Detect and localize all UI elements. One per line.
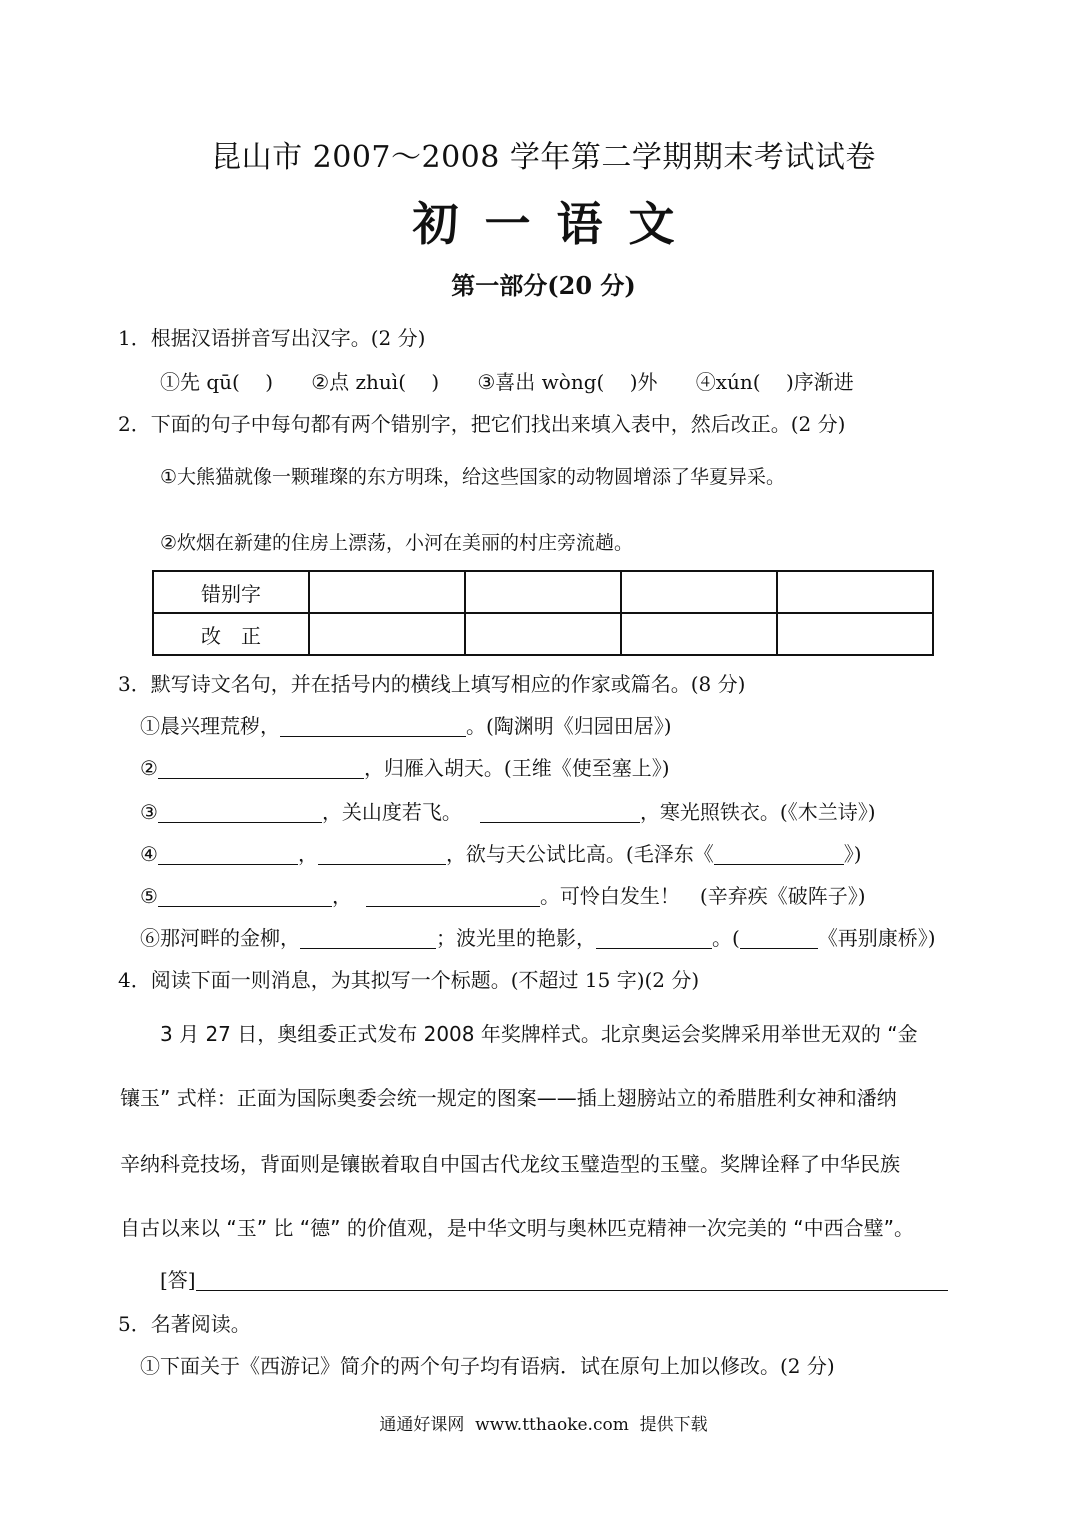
answer-cell[interactable] — [309, 613, 465, 655]
fill-blank[interactable] — [300, 928, 436, 949]
text: 。(陶渊明《归园田居》) — [466, 714, 672, 738]
fill-blank[interactable] — [158, 844, 298, 865]
news-paragraph-line: 自古以来以 “玉” 比 “德” 的价值观，是中华文明与奥林匹克精神一次完美的 “中西合璧”。 — [120, 1216, 914, 1240]
text: ，欲与天公试比高。(毛泽东《 — [445, 842, 714, 866]
answer-cell[interactable] — [777, 571, 933, 613]
answer-blank[interactable] — [196, 1270, 948, 1291]
row-label-correction: 改 正 — [153, 613, 309, 655]
text: ，归雁入胡天。(王维《使至塞上》) — [363, 756, 670, 780]
row-label-wrong-char: 错别字 — [153, 571, 309, 613]
text: 》) — [843, 842, 862, 866]
q5-sub-1: ①下面关于《西游记》简介的两个句子均有语病．试在原句上加以修改。(2 分) — [140, 1354, 835, 1378]
text: ，寒光照铁衣。(《木兰诗》) — [639, 800, 876, 824]
fill-blank[interactable] — [366, 886, 540, 907]
fill-blank[interactable] — [158, 886, 332, 907]
news-paragraph-line: 3 月 27 日，奥组委正式发布 2008 年奖牌样式。北京奥运会奖牌采用举世无双的 “金 — [160, 1022, 918, 1046]
q3-line-2 — [140, 752, 670, 781]
text: ， — [297, 842, 318, 866]
text: 。( — [712, 926, 740, 950]
q3-line-1 — [140, 710, 672, 739]
news-paragraph-line: 镶玉” 式样：正面为国际奥委会统一规定的图案——插上翅膀站立的希腊胜利女神和潘纳 — [120, 1086, 897, 1110]
q1-items: ①先 qū( ) ②点 zhuì( ) ③喜出 wòng( )外 ④xún( )序渐进 — [160, 370, 854, 394]
text: ， — [331, 884, 352, 908]
fill-blank[interactable] — [714, 844, 844, 865]
text: ④ — [140, 842, 158, 866]
answer-cell[interactable] — [465, 613, 621, 655]
q2-stem: 2．下面的句子中每句都有两个错别字，把它们找出来填入表中，然后改正。(2 分) — [118, 412, 846, 436]
q3-line-5 — [140, 880, 866, 909]
q3-line-4 — [140, 838, 862, 867]
text: 。可怜白发生！ (辛弃疾《破阵子》) — [539, 884, 866, 908]
fill-blank[interactable] — [158, 802, 322, 823]
table-row — [153, 571, 933, 613]
fill-blank[interactable] — [158, 758, 364, 779]
answer-cell[interactable] — [465, 571, 621, 613]
text: 《再别康桥》) — [817, 926, 936, 950]
answer-cell[interactable] — [777, 613, 933, 655]
fill-blank[interactable] — [280, 716, 466, 737]
q3-line-3 — [140, 796, 876, 825]
news-paragraph-line: 辛纳科竞技场，背面则是镶嵌着取自中国古代龙纹玉璧造型的玉璧。奖牌诠释了中华民族 — [120, 1152, 900, 1176]
text: ；波光里的艳影， — [436, 926, 596, 950]
fill-blank[interactable] — [480, 802, 640, 823]
page-footer: 通通好课网 www.tthaoke.com 提供下载 — [379, 1415, 708, 1435]
text: ③ — [140, 800, 158, 824]
part-heading: 第一部分(20 分) — [451, 271, 636, 300]
q5-stem: 5．名著阅读。 — [118, 1312, 251, 1336]
answer-cell[interactable] — [309, 571, 465, 613]
exam-title: 昆山市 2007～2008 学年第二学期期末考试试卷 — [211, 140, 876, 175]
text: ⑥那河畔的金柳， — [140, 926, 300, 950]
table-row — [153, 613, 933, 655]
q4-answer-line — [160, 1264, 948, 1293]
answer-cell[interactable] — [621, 613, 777, 655]
fill-blank[interactable] — [318, 844, 446, 865]
q3-line-6 — [140, 922, 936, 951]
error-correction-table — [152, 570, 934, 656]
answer-cell[interactable] — [621, 571, 777, 613]
q2-sentence-2: ②炊烟在新建的住房上漂荡，小河在美丽的村庄旁流趟。 — [160, 532, 634, 554]
text: ② — [140, 756, 158, 780]
q2-sentence-1: ①大熊猫就像一颗璀璨的东方明珠，给这些国家的动物圆增添了华夏异采。 — [160, 466, 786, 488]
text: ①晨兴理荒秽， — [140, 714, 280, 738]
q4-stem: 4．阅读下面一则消息，为其拟写一个标题。(不超过 15 字)(2 分) — [118, 968, 700, 992]
answer-label: [答] — [160, 1268, 196, 1292]
fill-blank[interactable] — [740, 928, 818, 949]
text: ⑤ — [140, 884, 158, 908]
q1-stem: 1．根据汉语拼音写出汉字。(2 分) — [118, 326, 426, 350]
q3-stem: 3．默写诗文名句，并在括号内的横线上填写相应的作家或篇名。(8 分) — [118, 672, 746, 696]
subject-title: 初一语文 — [412, 197, 701, 251]
fill-blank[interactable] — [596, 928, 712, 949]
text: ，关山度若飞。 — [321, 800, 462, 824]
